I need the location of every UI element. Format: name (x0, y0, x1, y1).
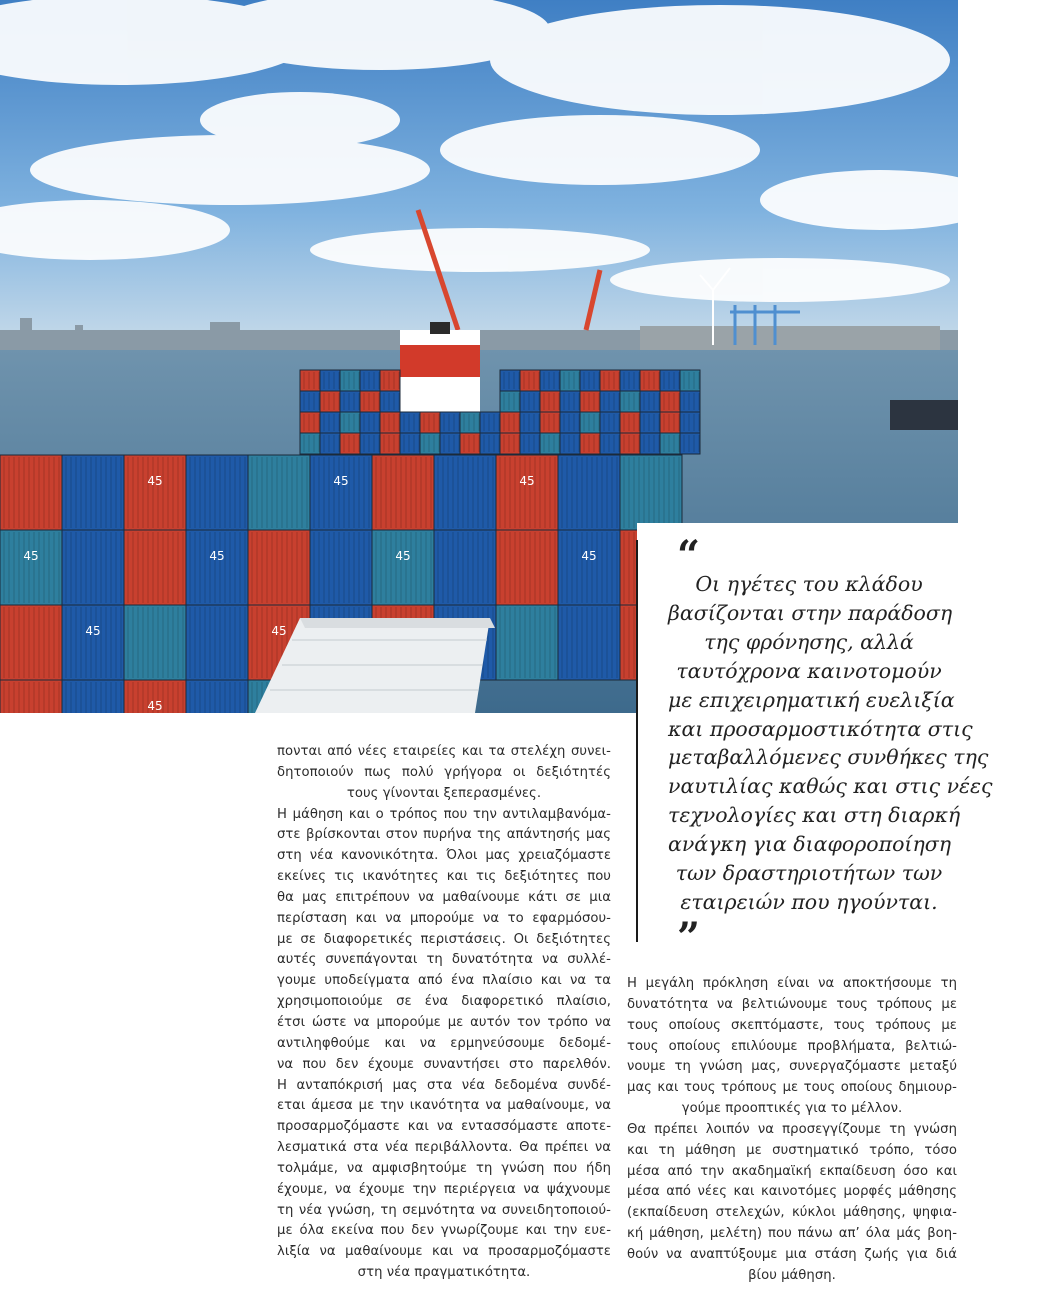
shipping-container (520, 433, 540, 454)
shipping-container (680, 433, 700, 454)
article-text-line: λεσματικά στα νέα περιβάλλοντα. Θα πρέπει να (277, 1140, 611, 1156)
shipping-container (500, 391, 520, 412)
shipping-container (420, 433, 440, 454)
shipping-container (580, 391, 600, 412)
container-number-label: 45 (147, 474, 163, 488)
article-text-line: μέσα από την ακαδημαϊκή εκπαίδευση όσο και (627, 1163, 957, 1179)
shipping-container (340, 433, 360, 454)
shipping-container (540, 370, 560, 391)
article-text-line: στη νέα πραγματικότητα. (357, 1265, 531, 1281)
pull-quote-line: ναυτιλίας καθώς και στις νέες (668, 774, 993, 799)
article-text-line: θούν να αναπτύξουμε μια στάση ζωής για διά (627, 1246, 957, 1262)
article-text-line: και τη μάθηση με συστηματικό τρόπο, τόσο (627, 1142, 957, 1158)
shipping-container (680, 412, 700, 433)
shipping-container (580, 433, 600, 454)
shipping-container (580, 370, 600, 391)
shipping-container (300, 433, 320, 454)
pull-quote-line: των δραστηριοτήτων των (675, 861, 943, 886)
shipping-container (620, 391, 640, 412)
article-text-line: στε βρίσκονται στον πυρήνα της απάντησής μας (277, 827, 611, 843)
pull-quote-line: μεταβαλλόμενες συνθήκες της (668, 745, 989, 770)
pull-quote (668, 570, 993, 917)
container-number-label: 45 (395, 549, 411, 563)
article-left-column (277, 742, 611, 1284)
article-text-line: τη νέα γνώση, τη σεμνότητα να συνειδητοποιού- (277, 1202, 611, 1218)
shipping-container (480, 412, 500, 433)
container-number-label: 45 (519, 474, 535, 488)
shipping-container (440, 433, 460, 454)
shipping-container (600, 391, 620, 412)
article-text-line: μέσα από νέες και καινοτόμες μορφές μάθησης (627, 1184, 957, 1200)
article-text-line: τολμάμε, να αμφισβητούμε τη γνώση που ήδη (277, 1160, 611, 1176)
article-text-line: αυτές συνεπάγονται τη δυνατότητα να συλλέ- (277, 952, 611, 968)
shipping-container (440, 412, 460, 433)
shipping-container (460, 433, 480, 454)
article-text-line: γουμε υποδείγματα από ένα πλαίσιο και να τα (277, 973, 611, 989)
pull-quote-line: της φρόνησης, αλλά (704, 629, 914, 654)
shipping-container (600, 412, 620, 433)
article-text-line: μας και τους τρόπους με τους οποίους δημιουρ- (627, 1080, 957, 1096)
container-number-label: 45 (271, 624, 287, 638)
pull-quote-line: με επιχειρηματική ευελιξία (668, 687, 955, 712)
shipping-container (540, 433, 560, 454)
shipping-container (620, 412, 640, 433)
pull-quote-line: εταιρειών που ηγούνται. (680, 889, 938, 914)
article-text-line: πονται από νέες εταιρείες και τα στελέχη συνει- (277, 744, 611, 759)
shipping-container (500, 433, 520, 454)
article-text-line: τους οποίους σκεπτόμαστε, τους τρόπους με (627, 1017, 957, 1033)
shipping-container (360, 391, 380, 412)
pull-quote-line: τεχνολογίες και στη διαρκή (668, 803, 961, 828)
article-text-line: εκείνες τις ικανότητες και τις δεξιότητες που (277, 869, 611, 885)
shipping-container (620, 370, 640, 391)
pull-quote-line: και προσαρμοστικότητα στις (668, 716, 973, 741)
article-text-line: εται άμεσα με την ικανότητα να μαθαίνουμε, να (277, 1098, 611, 1114)
article-text-line: περίσταση και να μπορούμε να το εφαρμόσου- (277, 910, 611, 926)
article-text-line: έτσι ώστε να μπορούμε με αυτόν τον τρόπο να (277, 1014, 611, 1030)
shipping-container (320, 412, 340, 433)
article-text-line: κή μάθηση, μελέτη) που πάνω απ’ όλα μάς βοη- (627, 1226, 957, 1242)
close-quote-mark: ” (677, 914, 701, 961)
shipping-container (380, 391, 400, 412)
shipping-container (400, 412, 420, 433)
container-number-label: 45 (581, 549, 597, 563)
shipping-container (560, 391, 580, 412)
shipping-container (580, 412, 600, 433)
shipping-container (680, 391, 700, 412)
article-text-line: χρησιμοποιούμε σε ένα διαφορετικό πλαίσιο, (277, 994, 611, 1010)
ship-hull (890, 400, 958, 430)
container-number-label: 45 (333, 474, 349, 488)
shipping-container (380, 433, 400, 454)
article-text-line: νουμε τη γνώση μας, συνεργαζόμαστε μεταξύ (627, 1059, 957, 1075)
shipping-container (320, 370, 340, 391)
shipping-container (640, 391, 660, 412)
shipping-container (540, 391, 560, 412)
shipping-container (300, 412, 320, 433)
article-text-line: τους γίνονται ξεπερασμένες. (346, 785, 542, 801)
shipping-container (460, 412, 480, 433)
article-text-line: (εκπαίδευση στελεχών, κύκλοι μάθησης, ψηφια- (627, 1205, 957, 1221)
shipping-container (360, 433, 380, 454)
article-text-line: λιξία να μαθαίνουμε και να προσαρμοζόμαστε (277, 1244, 611, 1260)
article-text-line: τους οποίους επιλύουμε προβλήματα, βελτιώ- (627, 1038, 957, 1054)
shipping-container (560, 412, 580, 433)
article-text-line: θα μας επιτρέπουν να μαθαίνουμε κάτι σε μια (277, 889, 611, 905)
shipping-container (620, 433, 640, 454)
shipping-container (360, 412, 380, 433)
shipping-container (660, 433, 680, 454)
article-text-line: με σε διαφορετικές περιστάσεις. Οι δεξιότητες (277, 931, 611, 947)
shipping-container (520, 370, 540, 391)
shipping-container (660, 412, 680, 433)
container-number-label: 45 (209, 549, 225, 563)
shipping-container (340, 391, 360, 412)
article-right-column (627, 974, 957, 1287)
shipping-container (600, 433, 620, 454)
container-number-label: 45 (85, 624, 101, 638)
shipping-container (560, 433, 580, 454)
pull-quote-line: βασίζονται στην παράδοση (668, 600, 953, 625)
shipping-container (320, 433, 340, 454)
article-text-line: με όλα εκείνα που δεν γνωρίζουμε και την ευε- (277, 1223, 611, 1239)
shipping-container (660, 370, 680, 391)
shipping-container (600, 370, 620, 391)
open-quote-mark: “ (677, 532, 701, 579)
shipping-container (500, 412, 520, 433)
background-containers (300, 370, 700, 454)
article-text-line: δυνατότητα να βελτιώνουμε τους τρόπους με (627, 996, 957, 1012)
pull-quote-line: ανάγκη για διαφοροποίηση (668, 832, 952, 857)
shipping-container (380, 370, 400, 391)
shipping-container (520, 412, 540, 433)
shipping-container (340, 412, 360, 433)
article-text-line: προσαρμοζόμαστε και να εντασσόμαστε αποτε- (277, 1119, 611, 1135)
shipping-container (360, 370, 380, 391)
shipping-container (400, 433, 420, 454)
container-number-label: 45 (147, 699, 163, 713)
shipping-container (680, 370, 700, 391)
shipping-container (300, 391, 320, 412)
pull-quote-line: ταυτόχρονα καινοτομούν (676, 658, 942, 683)
pull-quote-line: Οι ηγέτες του κλάδου (695, 572, 923, 596)
article-text-line: Η ανταπόκρισή μας στα νέα δεδομένα συνδέ- (277, 1077, 611, 1093)
article-text-line: δητοποιούν πως πολύ γρήγορα οι δεξιότητές (277, 764, 611, 780)
shipping-container (540, 412, 560, 433)
article-text-line: Η μάθηση και ο τρόπος που την αντιλαμβανόμα- (277, 806, 611, 822)
article-text-line: βίου μάθηση. (748, 1267, 836, 1283)
shipping-container (300, 370, 320, 391)
pull-quote-rule (636, 540, 638, 942)
shipping-container (640, 433, 660, 454)
shipping-container (340, 370, 360, 391)
article-text-line: αντιληφθούμε και να ερμηνεύσουμε δεδομέ- (277, 1035, 611, 1051)
article-text-line: γούμε προοπτικές για το μέλλον. (681, 1101, 903, 1117)
shipping-container (500, 370, 520, 391)
shipping-container (420, 412, 440, 433)
shipping-container (640, 412, 660, 433)
shipping-container (380, 412, 400, 433)
shipping-container (560, 370, 580, 391)
shipping-container (520, 391, 540, 412)
shipping-container (660, 391, 680, 412)
article-text-line: στη νέα κανονικότητα. Όλοι μας χρειαζόμαστε (277, 848, 611, 864)
container-number-label: 45 (23, 549, 39, 563)
article-text-line: να που δεν έχουμε συναντήσει στο παρελθόν. (277, 1056, 611, 1072)
shipping-container (640, 370, 660, 391)
article-text-line: Η μεγάλη πρόκληση είναι να αποκτήσουμε τη (627, 976, 957, 991)
shipping-container (320, 391, 340, 412)
shipping-container (480, 433, 500, 454)
article-text-line: Θα πρέπει λοιπόν να προσεγγίζουμε τη γνώση (627, 1121, 957, 1137)
article-text-line: έχουμε, να έχουμε την περιέργεια να ψάχνουμε (277, 1181, 611, 1197)
